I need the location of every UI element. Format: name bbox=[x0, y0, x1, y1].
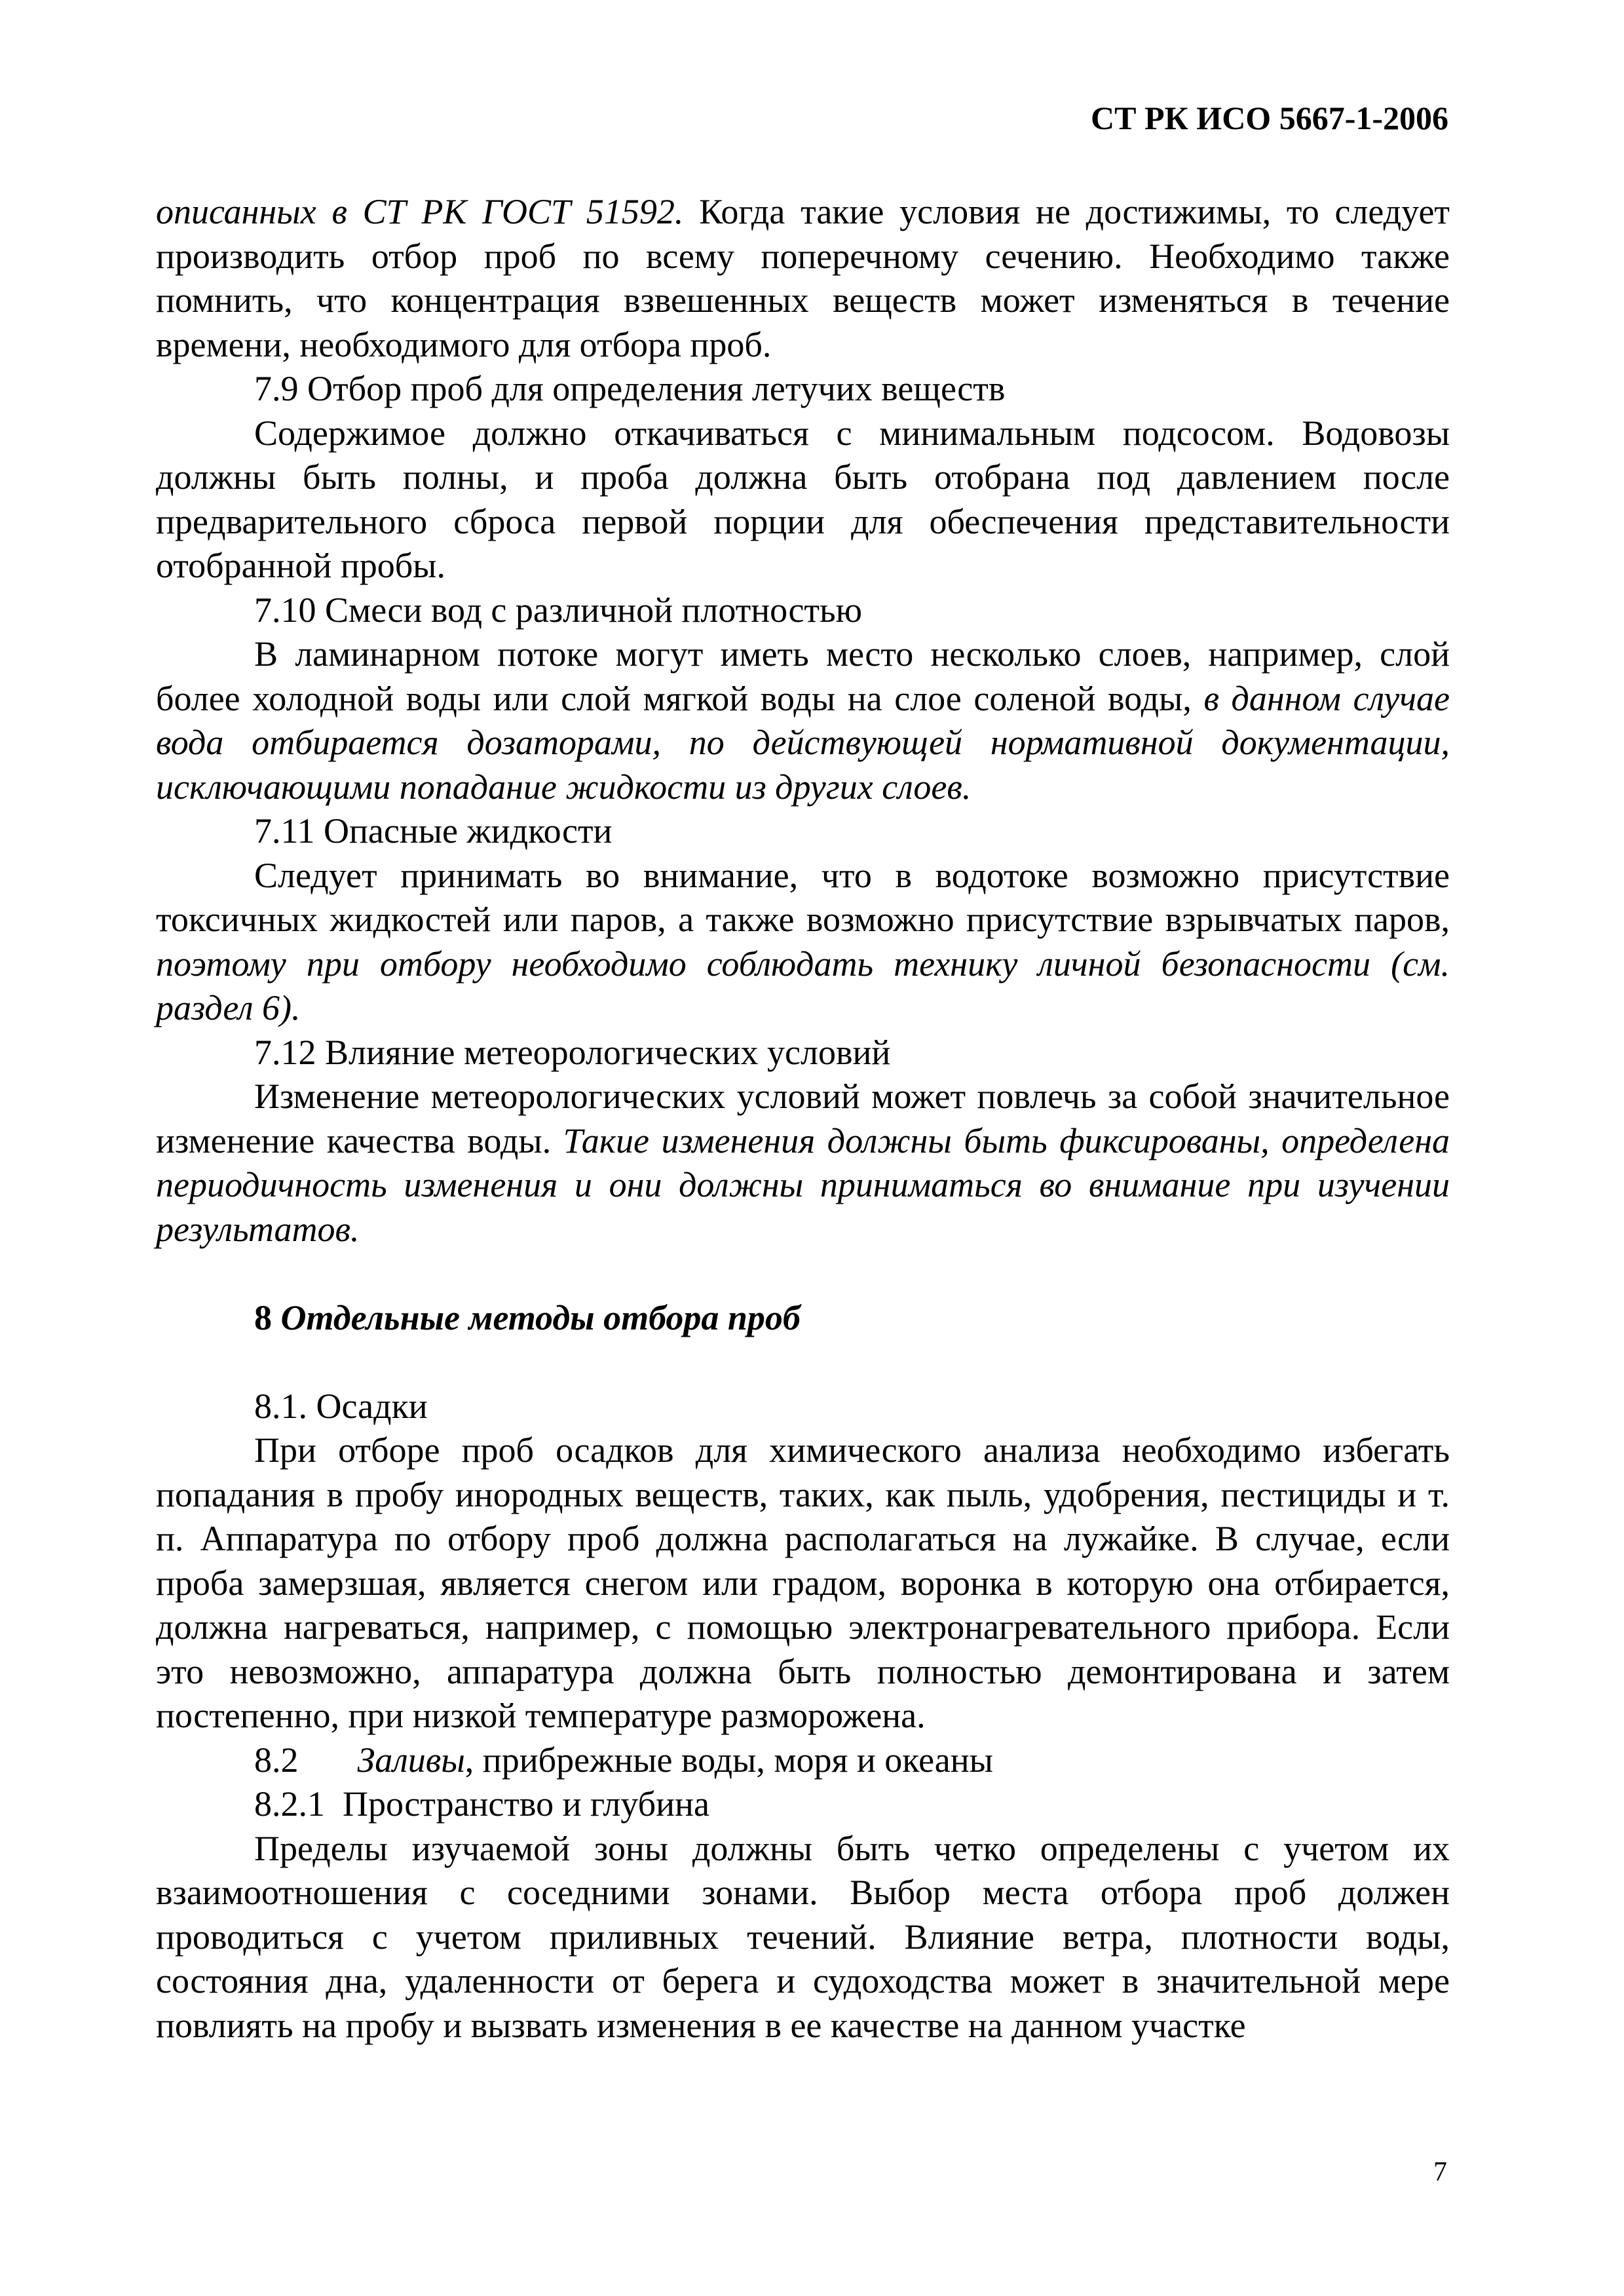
section-8-2-title bbox=[156, 1738, 1450, 1783]
document-body bbox=[156, 190, 1450, 2048]
section-8-2-1-number: 8.2.1 bbox=[254, 1784, 325, 1824]
spacer bbox=[156, 1340, 1450, 1385]
section-7-10-title: 7.10 Смеси вод с различной плотностью bbox=[254, 590, 862, 630]
section-8-2-number: 8.2 bbox=[254, 1740, 299, 1780]
section-7-12-paragraph bbox=[156, 1075, 1450, 1252]
section-7-10-text: В ламинарном потоке могут иметь место несколько слоев, например, слой более холодной воды или слой мягкой воды на слое соленой воды, bbox=[156, 634, 1450, 718]
section-7-9-text: Содержимое должно откачиваться с минимальным подсосом. Водовозы должны быть полны, и проба должна быть отобрана под давлением после предварительного сброса первой порции для обеспечения представительности отобранной пробы. bbox=[156, 413, 1450, 585]
section-8-1-title: 8.1. Осадки bbox=[254, 1386, 428, 1426]
section-7-9-title: 7.9 Отбор проб для определения летучих веществ bbox=[254, 369, 1006, 408]
section-7-11-title: 7.11 Опасные жидкости bbox=[254, 811, 613, 851]
paragraph-text: Когда такие условия не достижимы, то следует производить отбор проб по всему поперечному сечению. Необходимо также помнить, что концентрация взвешенных веществ может изменяться в течение времени, необходимого для отбора проб. bbox=[156, 192, 1450, 364]
section-8-2-1-title-text: Пространство и глубина bbox=[343, 1784, 709, 1824]
section-7-10-italic: в данном случае вода отбирается дозаторами, по действующей нормативной документации, исключающими попадание жидкости из других слоев. bbox=[156, 678, 1450, 807]
document-code-header: СТ РК ИСО 5667-1-2006 bbox=[1091, 100, 1448, 136]
section-8-2-rest: , прибрежные воды, моря и океаны bbox=[464, 1740, 993, 1780]
section-8-number: 8 bbox=[254, 1297, 272, 1337]
section-7-11-text: Следует принимать во внимание, что в водотоке возможно присутствие токсичных жидкостей или паров, а также возможно присутствие взрывчатых паров, bbox=[156, 855, 1450, 939]
section-8-2-1-title bbox=[156, 1782, 1450, 1827]
italic-reference: описанных в СТ РК ГОСТ 51592. bbox=[156, 192, 684, 231]
spacer bbox=[156, 1252, 1450, 1296]
section-8-1-text: При отборе проб осадков для химического анализа необходимо избегать попадания в пробу инородных веществ, таких, как пыль, удобрения, пестициды и т. п. Аппаратура по отбору проб должна располагаться на лужайке. В случае, если проба замерзшая, является снегом или градом, воронка в которую она отбирается, должна нагреваться, например, с помощью электронагревательного прибора. Если это невозможно, аппаратура должна быть полностью демонтирована и затем постепенно, при низкой температуре разморожена. bbox=[156, 1430, 1450, 1735]
section-8-2-italic: Заливы bbox=[357, 1740, 465, 1780]
section-7-11-italic: поэтому при отбору необходимо соблюдать технику личной безопасности (см. раздел 6). bbox=[156, 944, 1450, 1027]
paragraph-continuation bbox=[156, 190, 1450, 367]
section-8-2-1-text: Пределы изучаемой зоны должны быть четко определены с учетом их взаимоотношения с соседними зонами. Выбор места отбора проб должен проводиться с учетом приливных течений. Влияние ветра, плотности воды, состояния дна, удаленности от берега и судоходства может в значительной мере повлиять на пробу и вызвать изменения в ее качестве на данном участке bbox=[156, 1828, 1450, 2045]
page-number: 7 bbox=[1433, 2157, 1447, 2187]
section-7-10-paragraph bbox=[156, 632, 1450, 809]
section-8-heading bbox=[156, 1296, 1450, 1341]
section-7-12-italic: Такие изменения должны быть фиксированы, определена периодичность изменения и они должны приниматься во внимание при изучении результатов. bbox=[156, 1120, 1450, 1249]
section-7-12-title: 7.12 Влияние метеорологических условий bbox=[254, 1032, 891, 1072]
section-7-11-paragraph bbox=[156, 854, 1450, 1031]
section-8-title: Отдельные методы отбора проб bbox=[280, 1297, 801, 1337]
section-7-12-text: Изменение метеорологических условий может повлечь за собой значительное изменение качества воды. bbox=[156, 1077, 1450, 1160]
